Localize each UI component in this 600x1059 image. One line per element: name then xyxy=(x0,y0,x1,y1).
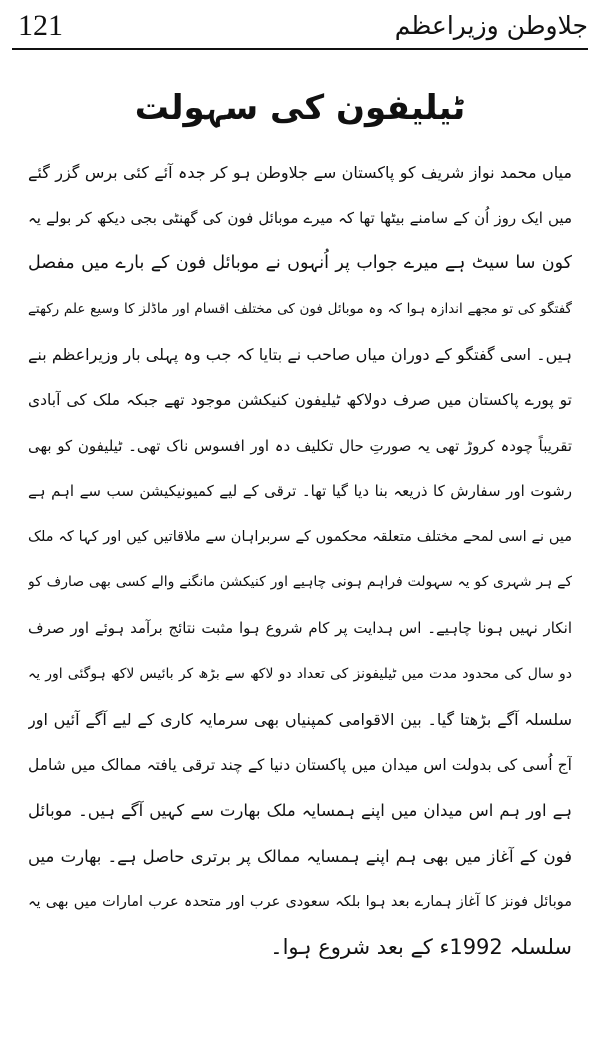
header-rule xyxy=(12,48,588,50)
body-line: آج اُسی کی بدولت اس میدان میں پاکستان دنیا کے چند ترقی یافتہ ممالک میں شامل xyxy=(28,755,572,774)
body-line: ہے اور ہم اس میدان میں اپنے ہمسایہ ملک بھارت سے کہیں آگے ہیں۔ موبائل xyxy=(28,801,572,821)
body-line-last: سلسلہ 1992ء کے بعد شروع ہوا۔ xyxy=(270,935,572,960)
body-line: گفتگو کی تو مجھے اندازہ ہوا کہ وہ موبائل فون کی مختلف اقسام اور ماڈلز کا وسیع علم رکھتے xyxy=(28,300,572,317)
body-line: سلسلہ آگے بڑھتا گیا۔ بین الاقوامی کمپنیاں بھی سرمایہ کاری کے لیے آگے آئیں اور xyxy=(28,710,572,730)
chapter-title: ٹیلیفون کی سہولت xyxy=(134,88,466,128)
running-header xyxy=(12,4,588,50)
body-line: تقریباً چودہ کروڑ تھی یہ صورتِ حال تکلیف دہ اور افسوس ناک تھی۔ ٹیلیفون کو بھی xyxy=(28,436,572,455)
body-text xyxy=(28,150,572,971)
body-line: میاں محمد نواز شریف کو پاکستان سے جلاوطن ہو کر جدہ آئے کئی برس گزر گئے xyxy=(28,163,572,182)
body-line: انکار نہیں ہونا چاہیے۔ اس ہدایت پر کام شروع ہوا مثبت نتائج برآمد ہوئے اور صرف xyxy=(28,618,572,637)
body-line: رشوت اور سفارش کا ذریعہ بنا دیا گیا تھا۔ ترقی کے لیے کمیونیکیشن سب سے اہم ہے xyxy=(28,482,572,501)
body-line: کون سا سیٹ ہے میرے جواب پر اُنہوں نے موبائل فون کے بارے میں مفصل xyxy=(28,253,572,274)
body-line: میں ایک روز اُن کے سامنے بیٹھا تھا کہ میرے موبائل فون کی گھنٹی بجی دیکھ کر بولے یہ xyxy=(28,208,572,227)
book-title: جلاوطن وزیراعظم xyxy=(394,11,588,40)
body-line: موبائل فونز کا آغاز ہمارے بعد ہوا بلکہ سعودی عرب اور متحدہ عرب امارات میں بھی یہ xyxy=(28,893,572,910)
body-line: ہیں۔ اسی گفتگو کے دوران میاں صاحب نے بتایا کہ جب وہ پہلی بار وزیراعظم بنے xyxy=(28,345,572,365)
body-line: دو سال کی محدود مدت میں ٹیلیفونز کی تعداد دو لاکھ سے بڑھ کر بائیس لاکھ ہوگئی اور یہ xyxy=(28,665,572,682)
body-line: تو پورے پاکستان میں صرف دولاکھ ٹیلیفون کنیکشن موجود تھے جبکہ ملک کی آبادی xyxy=(28,390,572,409)
page-number: 121 xyxy=(18,9,63,42)
body-line: فون کے آغاز میں بھی ہم اپنے ہمسایہ ممالک پر برتری حاصل ہے۔ بھارت میں xyxy=(28,846,572,866)
body-line: کے ہر شہری کو یہ سہولت فراہم ہونی چاہیے اور کنیکشن مانگنے والے کسی بھی صارف کو xyxy=(28,574,572,591)
body-line: میں نے اسی لمحے مختلف متعلقہ محکموں کے سربراہان سے ملاقاتیں کیں اور کہا کہ ملک xyxy=(28,528,572,545)
